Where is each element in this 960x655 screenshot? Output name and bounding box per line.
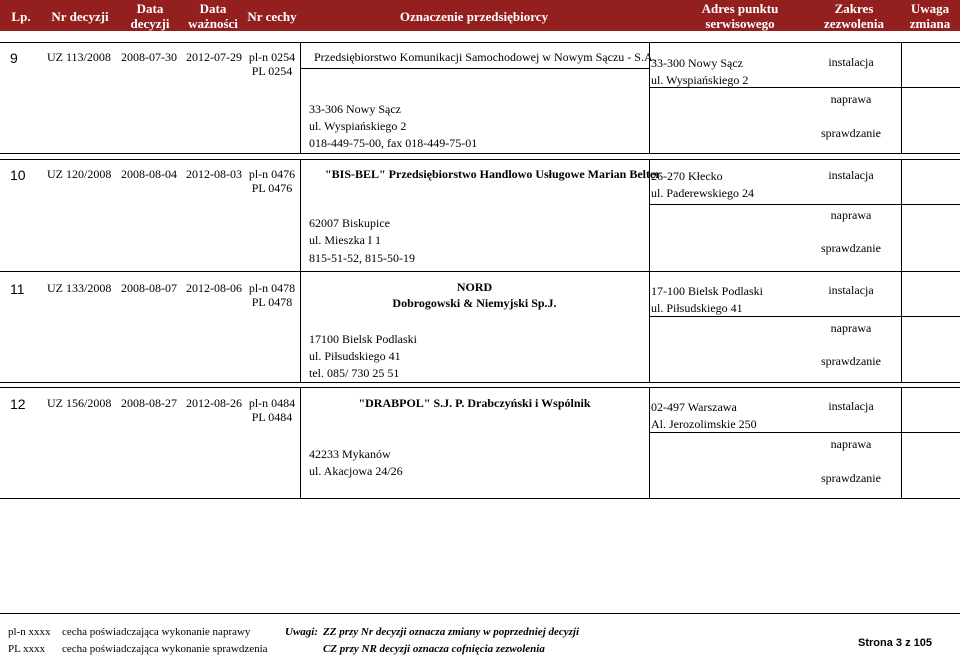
record-nazwa-2: Dobrogowski & Niemyjski Sp.J. — [392, 296, 557, 310]
record-nazwa: Przedsiębiorstwo Komunikacji Samochodowej w Nowym Sączu - S.A. — [314, 50, 656, 64]
record-adres-firmy-3: 018-449-75-00, fax 018-449-75-01 — [309, 136, 478, 150]
zakres-sprawdzanie: sprawdzanie — [821, 126, 881, 140]
record-adres-firmy-2: ul. Akacjowa 24/26 — [309, 464, 403, 478]
record-lp: 11 — [10, 281, 25, 297]
record-data-waznosci: 2012-08-26 — [186, 396, 242, 410]
zakres-sprawdzanie: sprawdzanie — [821, 241, 881, 255]
header-zakres: Zakres zezwolenia — [824, 1, 884, 31]
record-lp: 12 — [10, 396, 26, 412]
record-nr-decyzji: UZ 120/2008 — [47, 167, 112, 181]
record-nazwa: "BIS-BEL" Przedsiębiorstwo Handlowo Usługowe Marian Belter — [325, 167, 661, 181]
record-punkt-2: Al. Jerozolimskie 250 — [651, 417, 757, 431]
record-adres-firmy-2: ul. Wyspiańskiego 2 — [309, 119, 407, 133]
record-data-waznosci: 2012-07-29 — [186, 50, 242, 64]
uwagi-zz: ZZ przy Nr decyzji oznacza zmiany w poprzedniej decyzji — [323, 626, 580, 638]
legend-code-sprawdzenia: PL xxxx — [8, 643, 46, 655]
zakres-naprawa: naprawa — [830, 321, 872, 335]
zakres-instalacja: instalacja — [828, 55, 874, 69]
header-data-decyzji: Data decyzji — [130, 1, 170, 31]
header-nr-cechy: Nr cechy — [247, 9, 297, 24]
header-lp: Lp. — [11, 9, 31, 24]
record-row — [0, 387, 960, 499]
record-adres-firmy-1: 62007 Biskupice — [309, 216, 390, 230]
record-punkt-2: ul. Piłsudskiego 41 — [651, 301, 743, 315]
page-number: Strona 3 z 105 — [858, 637, 932, 649]
zakres-naprawa: naprawa — [830, 208, 872, 222]
uwagi-cz: CZ przy NR decyzji oznacza cofnięcia zezwolenia — [323, 643, 545, 655]
record-cecha-naprawy: pl-n 0476 — [248, 167, 296, 181]
record-row — [0, 42, 960, 154]
zakres-instalacja: instalacja — [828, 399, 874, 413]
record-adres-firmy-3: tel. 085/ 730 25 51 — [309, 366, 400, 380]
record-data-decyzji: 2008-08-27 — [121, 396, 177, 410]
record-punkt-1: 17-100 Bielsk Podlaski — [651, 284, 764, 298]
header-nr-decyzji: Nr decyzji — [51, 9, 109, 24]
zakres-instalacja: instalacja — [828, 283, 874, 297]
zakres-naprawa: naprawa — [830, 92, 872, 106]
record-data-decyzji: 2008-08-04 — [121, 167, 177, 181]
header-oznaczenie: Oznaczenie przedsiębiorcy — [399, 9, 549, 24]
record-cecha-naprawy: pl-n 0484 — [248, 396, 296, 410]
record-adres-firmy-1: 33-306 Nowy Sącz — [309, 102, 401, 116]
legend-text-naprawy: cecha poświadczająca wykonanie naprawy — [62, 626, 251, 638]
record-nr-decyzji: UZ 133/2008 — [47, 281, 112, 295]
header-uwaga: Uwaga zmiana — [909, 1, 951, 31]
zakres-instalacja: instalacja — [828, 168, 874, 182]
record-cecha-naprawy: pl-n 0478 — [248, 281, 296, 295]
record-cecha-sprawdzenia: PL 0254 — [251, 64, 293, 78]
record-lp: 10 — [10, 167, 26, 183]
record-nr-decyzji: UZ 156/2008 — [47, 396, 112, 410]
record-row — [0, 159, 960, 272]
record-data-waznosci: 2012-08-06 — [186, 281, 242, 295]
record-nazwa: "DRABPOL" S.J. P. Drabczyński i Wspólnik — [358, 396, 591, 410]
record-adres-firmy-2: ul. Piłsudskiego 41 — [309, 349, 401, 363]
record-row — [0, 271, 960, 383]
record-adres-firmy-1: 17100 Bielsk Podlaski — [309, 332, 418, 346]
legend-text-sprawdzenia: cecha poświadczająca wykonanie sprawdzenia — [62, 643, 268, 655]
record-cecha-naprawy: pl-n 0254 — [248, 50, 296, 64]
record-punkt-1: 02-497 Warszawa — [651, 400, 737, 414]
record-data-decyzji: 2008-07-30 — [121, 50, 177, 64]
record-adres-firmy-2: ul. Mieszka I 1 — [309, 233, 381, 247]
record-lp: 9 — [10, 50, 18, 66]
record-data-waznosci: 2012-08-03 — [186, 167, 242, 181]
record-cecha-sprawdzenia: PL 0478 — [251, 295, 293, 309]
zakres-sprawdzanie: sprawdzanie — [821, 471, 881, 485]
page-footer — [0, 613, 960, 655]
record-adres-firmy-3: 815-51-52, 815-50-19 — [309, 251, 415, 265]
record-adres-firmy-1: 42233 Mykanów — [309, 447, 391, 461]
record-cecha-sprawdzenia: PL 0476 — [251, 181, 293, 195]
record-punkt-2: ul. Wyspiańskiego 2 — [651, 73, 749, 87]
header-adres-punktu: Adres punktu serwisowego — [701, 1, 779, 31]
zakres-naprawa: naprawa — [830, 437, 872, 451]
table-header — [0, 0, 960, 31]
zakres-sprawdzanie: sprawdzanie — [821, 354, 881, 368]
record-nr-decyzji: UZ 113/2008 — [47, 50, 111, 64]
uwagi-label: Uwagi: — [285, 626, 318, 638]
legend-code-naprawy: pl-n xxxx — [8, 626, 51, 638]
header-data-waznosci: Data ważności — [188, 1, 238, 31]
record-nazwa: NORD — [456, 280, 493, 294]
record-data-decyzji: 2008-08-07 — [121, 281, 177, 295]
record-punkt-1: 26-270 Kłecko — [651, 169, 723, 183]
record-punkt-1: 33-300 Nowy Sącz — [651, 56, 743, 70]
record-punkt-2: ul. Paderewskiego 24 — [651, 186, 754, 200]
record-cecha-sprawdzenia: PL 0484 — [251, 410, 293, 424]
